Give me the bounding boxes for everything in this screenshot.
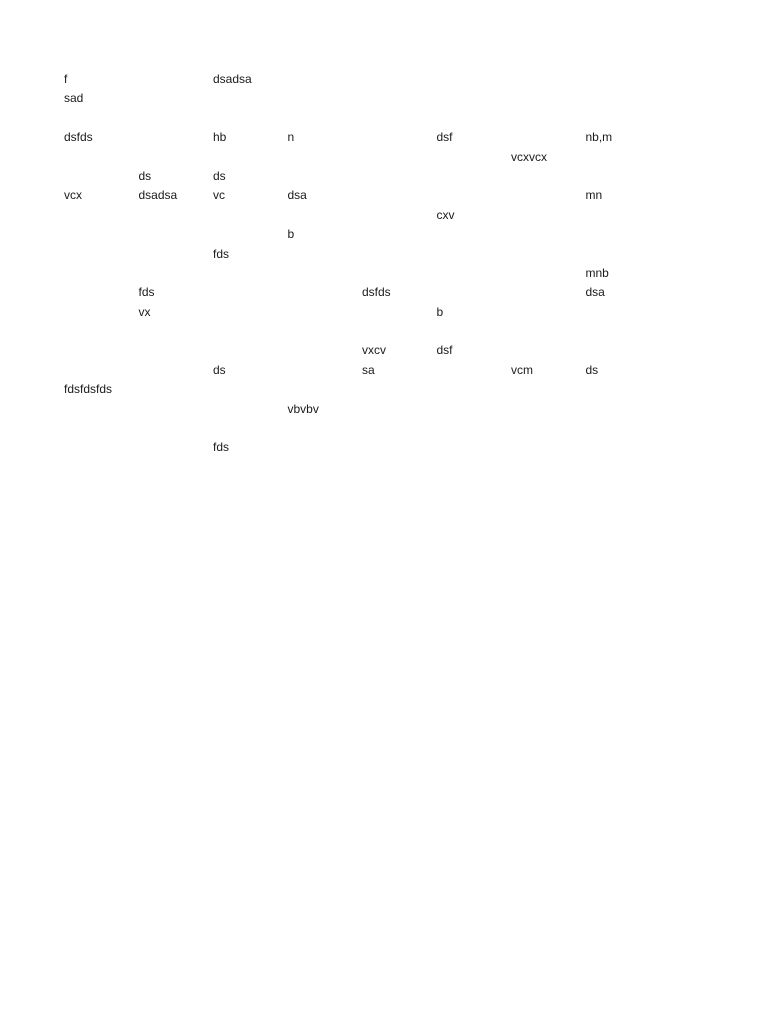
cell-d18: vbvbv — [287, 401, 319, 416]
cell-e16: sa — [362, 362, 375, 377]
cell-f15: dsf — [436, 343, 453, 358]
cell-c1: dsadsa — [213, 72, 252, 86]
cell-h7: mn — [585, 188, 603, 203]
cell-c6: ds — [213, 168, 226, 183]
cell-c4: hb — [213, 130, 227, 145]
cell-grid — [64, 70, 664, 458]
cell-d7: dsa — [287, 188, 307, 203]
cell-c7: vc — [213, 188, 225, 203]
cell-g5: vcxvcx — [511, 149, 547, 164]
cell-d9: b — [287, 227, 295, 242]
cell-c16: ds — [213, 362, 226, 377]
cell-e12: dsfds — [362, 285, 391, 300]
cell-a7: vcx — [64, 188, 82, 203]
cell-c20: fds — [213, 440, 230, 455]
cell-d4: n — [287, 130, 295, 145]
cell-a17: fdsfdsfds — [64, 382, 113, 397]
cell-h12: dsa — [585, 285, 605, 300]
cell-a2: sad — [64, 91, 84, 106]
cell-b6: ds — [138, 168, 152, 183]
cell-g16: vcm — [511, 362, 533, 377]
cell-h11: mnb — [585, 265, 609, 280]
cell-b7: dsadsa — [138, 188, 178, 203]
cell-a1: f — [64, 72, 68, 86]
cell-a4: dsfds — [64, 130, 93, 145]
cell-c10: fds — [213, 246, 230, 261]
cell-b13: vx — [138, 304, 151, 319]
cell-f4: dsf — [436, 130, 453, 145]
cell-f13: b — [436, 304, 444, 319]
cell-h4: nb,m — [585, 130, 613, 145]
cell-e15: vxcv — [362, 343, 386, 358]
cell-h16: ds — [585, 362, 599, 377]
cell-f8: cxv — [436, 207, 455, 222]
cell-b12: fds — [138, 285, 155, 300]
